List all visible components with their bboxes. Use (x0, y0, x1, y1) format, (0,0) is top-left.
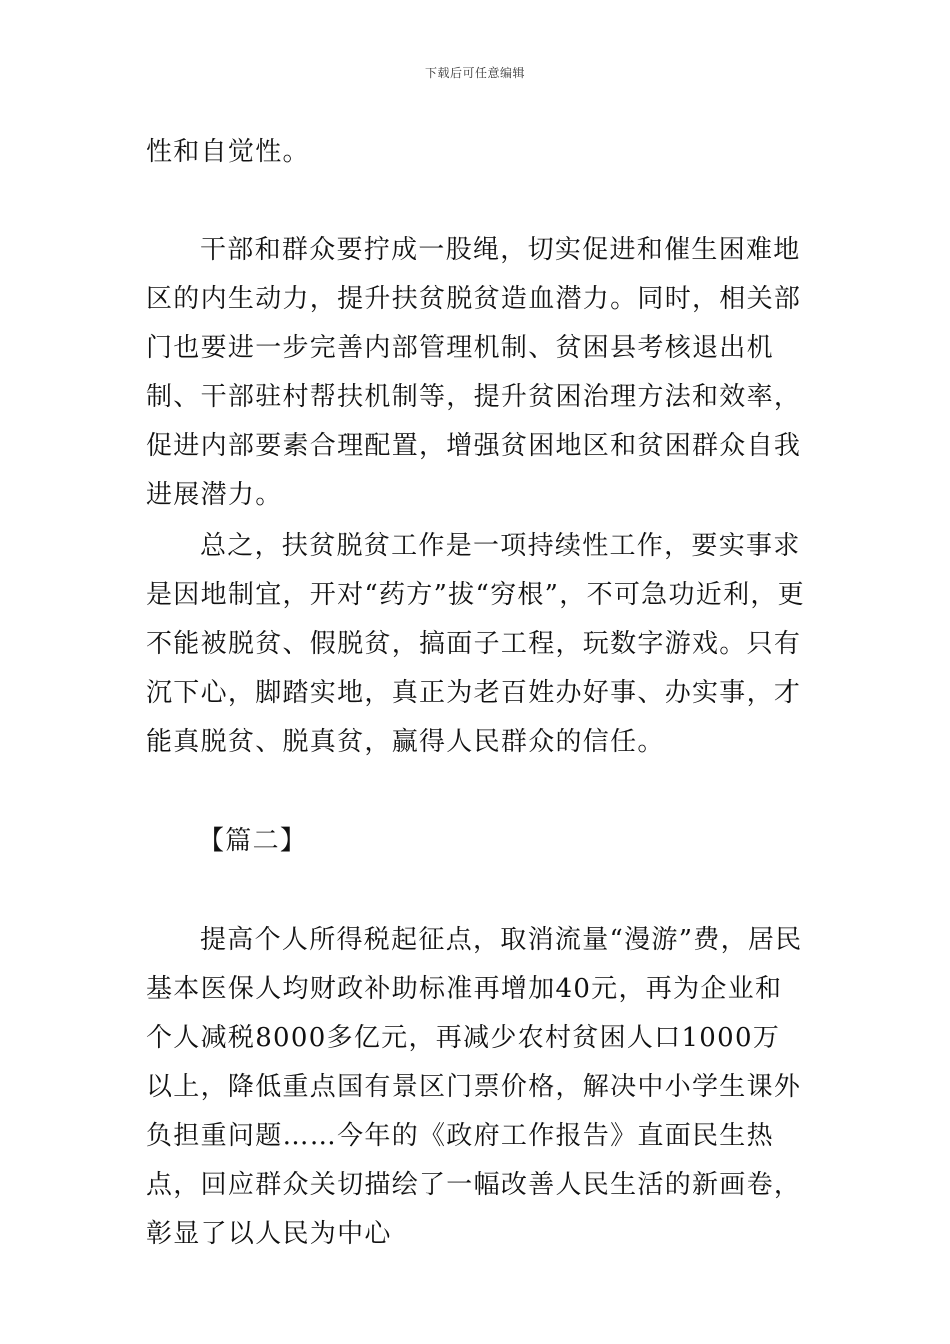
paragraph-cadres-and-masses: 干部和群众要拧成一股绳，切实促进和催生困难地区的内生动力，提升扶贫脱贫造血潜力。同时，相关部门也要进一步完善内部管理机制、贫困县考核退出机制、干部驻村帮扶机制等，提升贫困治理方法和效率，促进内部要素合理配置，增强贫困地区和贫困群众自我进展潜力。 (146, 235, 802, 510)
paragraph-conclusion: 总之，扶贫脱贫工作是一项持续性工作，要实事求是因地制宜，开对“药方”拔“穷根”，不可急功近利，更不能被脱贫、假脱贫，搞面子工程，玩数字游戏。只有沉下心，脚踏实地，真正为老百姓办好事、办实事，才能真脱贫、脱真贫，赢得人民群众的信任。 (146, 531, 805, 757)
section-heading-part-two: 【篇二】 (198, 826, 308, 856)
paragraph-continuation: 性和自觉性。 (146, 137, 310, 167)
page-header-note: 下载后可任意编辑 (424, 66, 525, 80)
paragraph-government-report: 提高个人所得税起征点，取消流量“漫游”费，居民基本医保人均财政补助标准再增加40元，再为企业和个人减税8000多亿元，再减少农村贫困人口1000万以上，降低重点国有景区门票价格，解决中小学生课外负担重问题……今年的《政府工作报告》直面民生热点，回应群众关切描绘了一幅改善人民生活的新画卷，彰显了以人民为中心 (146, 925, 803, 1249)
